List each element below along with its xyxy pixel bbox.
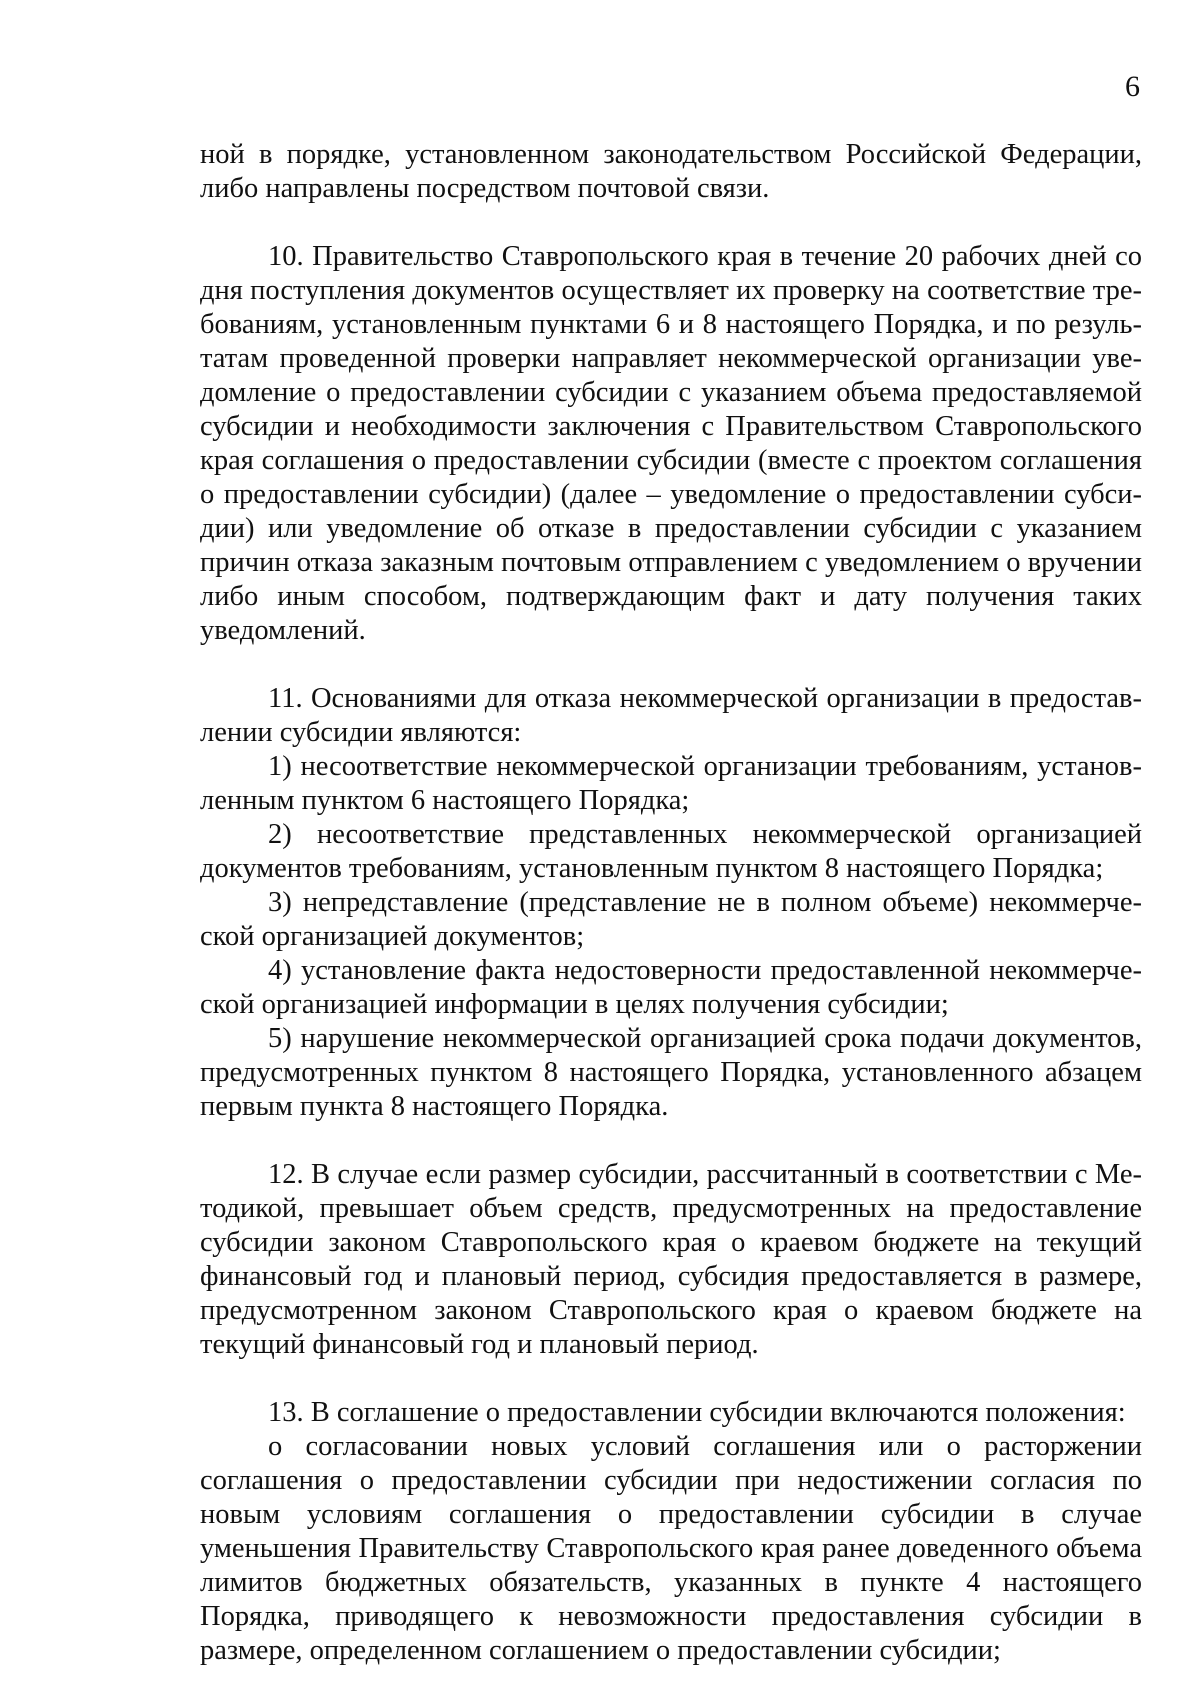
paragraph-11-item-2: 2) несоответствие представленных некоммерческой организацией документов требованиям, установленным пунктом 8 настоящего Порядка;: [200, 819, 1142, 884]
paragraph-continuation: ной в порядке, установленном законодательством Российской Федерации, либо направлены посредством почтовой связи.: [200, 139, 1142, 204]
paragraph-11-item-4: 4) установление факта недостоверности предоставленной некоммерческой организацией информации в целях получения субсидии;: [200, 955, 1142, 1020]
paragraph-13-provision-1: о согласовании новых условий соглашения или о расторжении соглашения о предоставлении субсидии при недостижении согласия по новым условиям соглашения о предоставлении субсидии в случае уменьшения Правительству Ставропольского края ранее доведенного объема лимитов бюджетных обязательств, указанных в пункте 4 настоящего Порядка, приводящего к невозможности предоставления субсидии в размере, определенном соглашением о предоставлении субсидии;: [200, 1431, 1142, 1666]
paragraph-13: 13. В соглашение о предоставлении субсидии включаются положения:: [268, 1397, 1126, 1428]
paragraph-11-item-1: 1) несоответствие некоммерческой организации требованиям, установленным пунктом 6 настоящего Порядка;: [200, 751, 1142, 816]
page-number: 6: [1125, 70, 1140, 103]
paragraph-11-item-5: 5) нарушение некоммерческой организацией срока подачи документов, предусмотренных пунктом 8 настоящего Порядка, установленного абзацем первым пункта 8 настоящего Порядка.: [200, 1023, 1142, 1122]
paragraph-11-item-3: 3) непредставление (представление не в полном объеме) некоммерческой организацией документов;: [200, 887, 1142, 952]
paragraph-11: 11. Основаниями для отказа некоммерческой организации в предоставлении субсидии являются:: [200, 683, 1142, 748]
paragraph-10: 10. Правительство Ставропольского края в течение 20 рабочих дней со дня поступления документов осуществляет их проверку на соответствие требованиям, установленным пунктами 6 и 8 настоящего Порядка, и по результатам проведенной проверки направляет некоммерческой организации уведомление о предоставлении субсидии с указанием объема предоставляемой субсидии и необходимости заключения с Правительством Ставропольского края соглашения о предоставлении субсидии (вместе с проектом соглашения о предоставлении субсидии) (далее – уведомление о предоставлении субсидии) или уведомление об отказе в предоставлении субсидии с указанием причин отказа заказным почтовым отправлением с уведомлением о вручении либо иным способом, подтверждающим факт и дату получения таких уведомлений.: [200, 241, 1142, 646]
paragraph-12: 12. В случае если размер субсидии, рассчитанный в соответствии с Методикой, превышает объем средств, предусмотренных на предоставление субсидии законом Ставропольского края о краевом бюджете на текущий финансовый год и плановый период, субсидия предоставляется в размере, предусмотренном законом Ставропольского края о краевом бюджете на текущий финансовый год и плановый период.: [200, 1159, 1142, 1360]
document-body: [200, 138, 1142, 1668]
